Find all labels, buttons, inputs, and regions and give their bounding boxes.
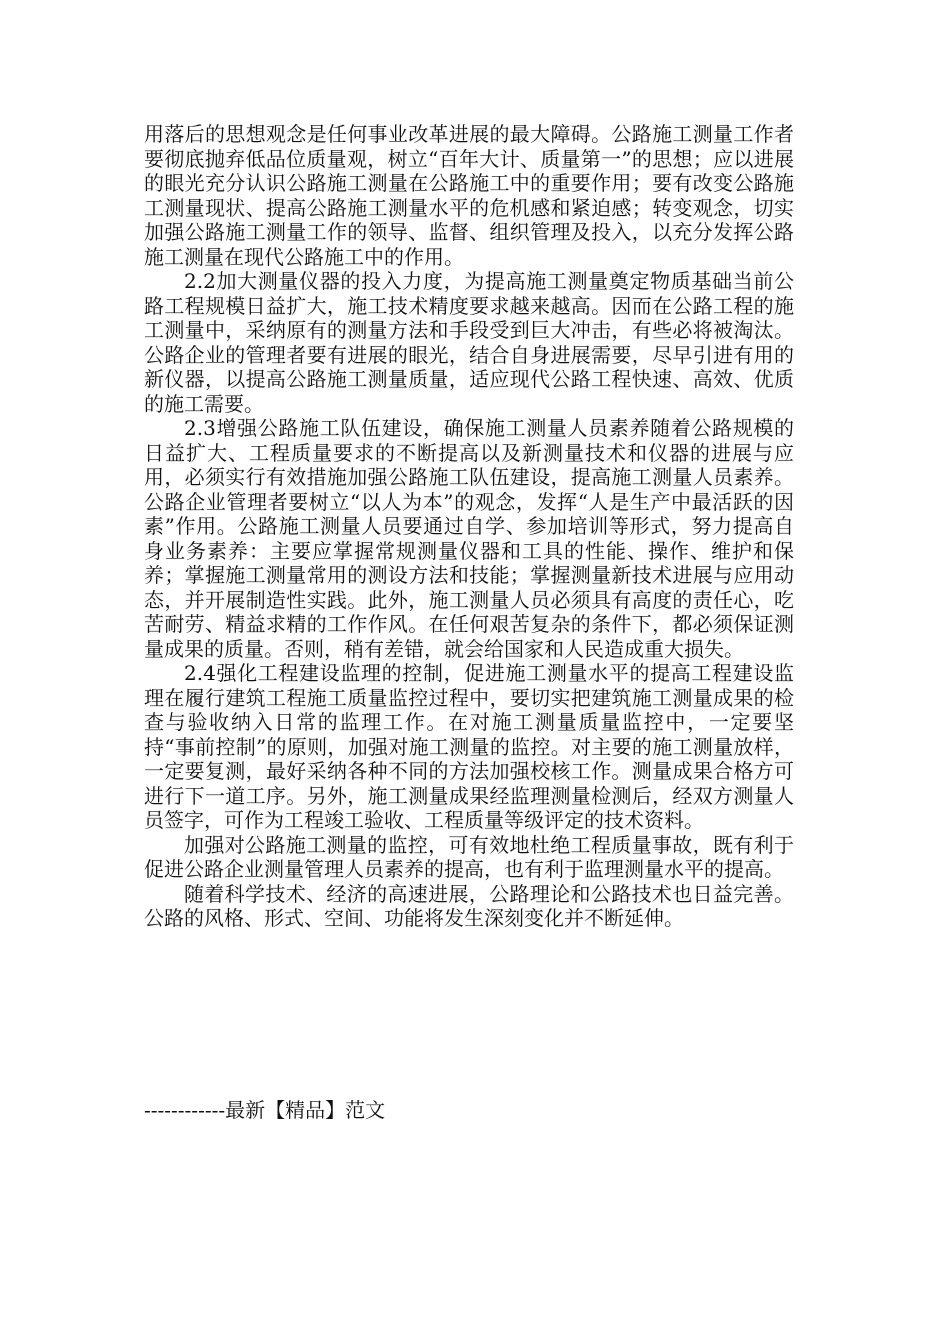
paragraph-1: 用落后的思想观念是任何事业改革进展的最大障碍。公路施工测量工作者要彻底抛弃低品位质量观，树立“百年大计、质量第一”的思想；应以进展的眼光充分认识公路施工测量在公路施工中的重要作用；要有改变公路施工测量现状、提高公路施工测量水平的危机感和紧迫感；转变观念，切实加强公路施工测量工作的领导、监督、组织管理及投入，以充分发挥公路施工测量在现代公路施工中的作用。 [144,122,794,269]
paragraph-5: 加强对公路施工测量的监控，可有效地杜绝工程质量事故，既有利于促进公路企业测量管理人员素养的提高，也有利于监理测量水平的提高。 [144,832,794,881]
paragraph-6: 随着科学技术、经济的高速进展，公路理论和公路技术也日益完善。公路的风格、形式、空间、功能将发生深刻变化并不断延伸。 [144,881,794,930]
paragraph-2: 2.2加大测量仪器的投入力度，为提高施工测量奠定物质基础当前公路工程规模日益扩大，施工技术精度要求越来越高。因而在公路工程的施工测量中，采纳原有的测量方法和手段受到巨大冲击，有些必将被淘汰。公路企业的管理者要有进展的眼光，结合自身进展需要，尽早引进有用的新仪器，以提高公路施工测量质量，适应现代公路工程快速、高效、优质的施工需要。 [144,269,794,416]
document-body [144,122,794,931]
paragraph-4: 2.4强化工程建设监理的控制，促进施工测量水平的提高工程建设监理在履行建筑工程施工质量监控过程中，要切实把建筑施工测量成果的检查与验收纳入日常的监理工作。在对施工测量质量监控中，一定要坚持“事前控制”的原则，加强对施工测量的监控。对主要的施工测量放样，一定要复测，最好采纳各种不同的方法加强校核工作。测量成果合格方可进行下一道工序。另外，施工测量成果经监理测量检测后，经双方测量人员签字，可作为工程竣工验收、工程质量等级评定的技术资料。 [144,661,794,832]
footer-text: ------------最新【精品】范文 [144,1098,386,1122]
paragraph-3: 2.3增强公路施工队伍建设，确保施工测量人员素养随着公路规模的日益扩大、工程质量要求的不断提高以及新测量技术和仪器的进展与应用，必须实行有效措施加强公路施工队伍建设，提高施工测量人员素养。公路企业管理者要树立“以人为本”的观念，发挥“人是生产中最活跃的因素”作用。公路施工测量人员要通过自学、参加培训等形式，努力提高自身业务素养：主要应掌握常规测量仪器和工具的性能、操作、维护和保养；掌握施工测量常用的测设方法和技能；掌握测量新技术进展与应用动态，并开展制造性实践。此外，施工测量人员必须具有高度的责任心，吃苦耐劳、精益求精的工作作风。在任何艰苦复杂的条件下，都必须保证测量成果的质量。否则，稍有差错，就会给国家和人民造成重大损失。 [144,416,794,661]
